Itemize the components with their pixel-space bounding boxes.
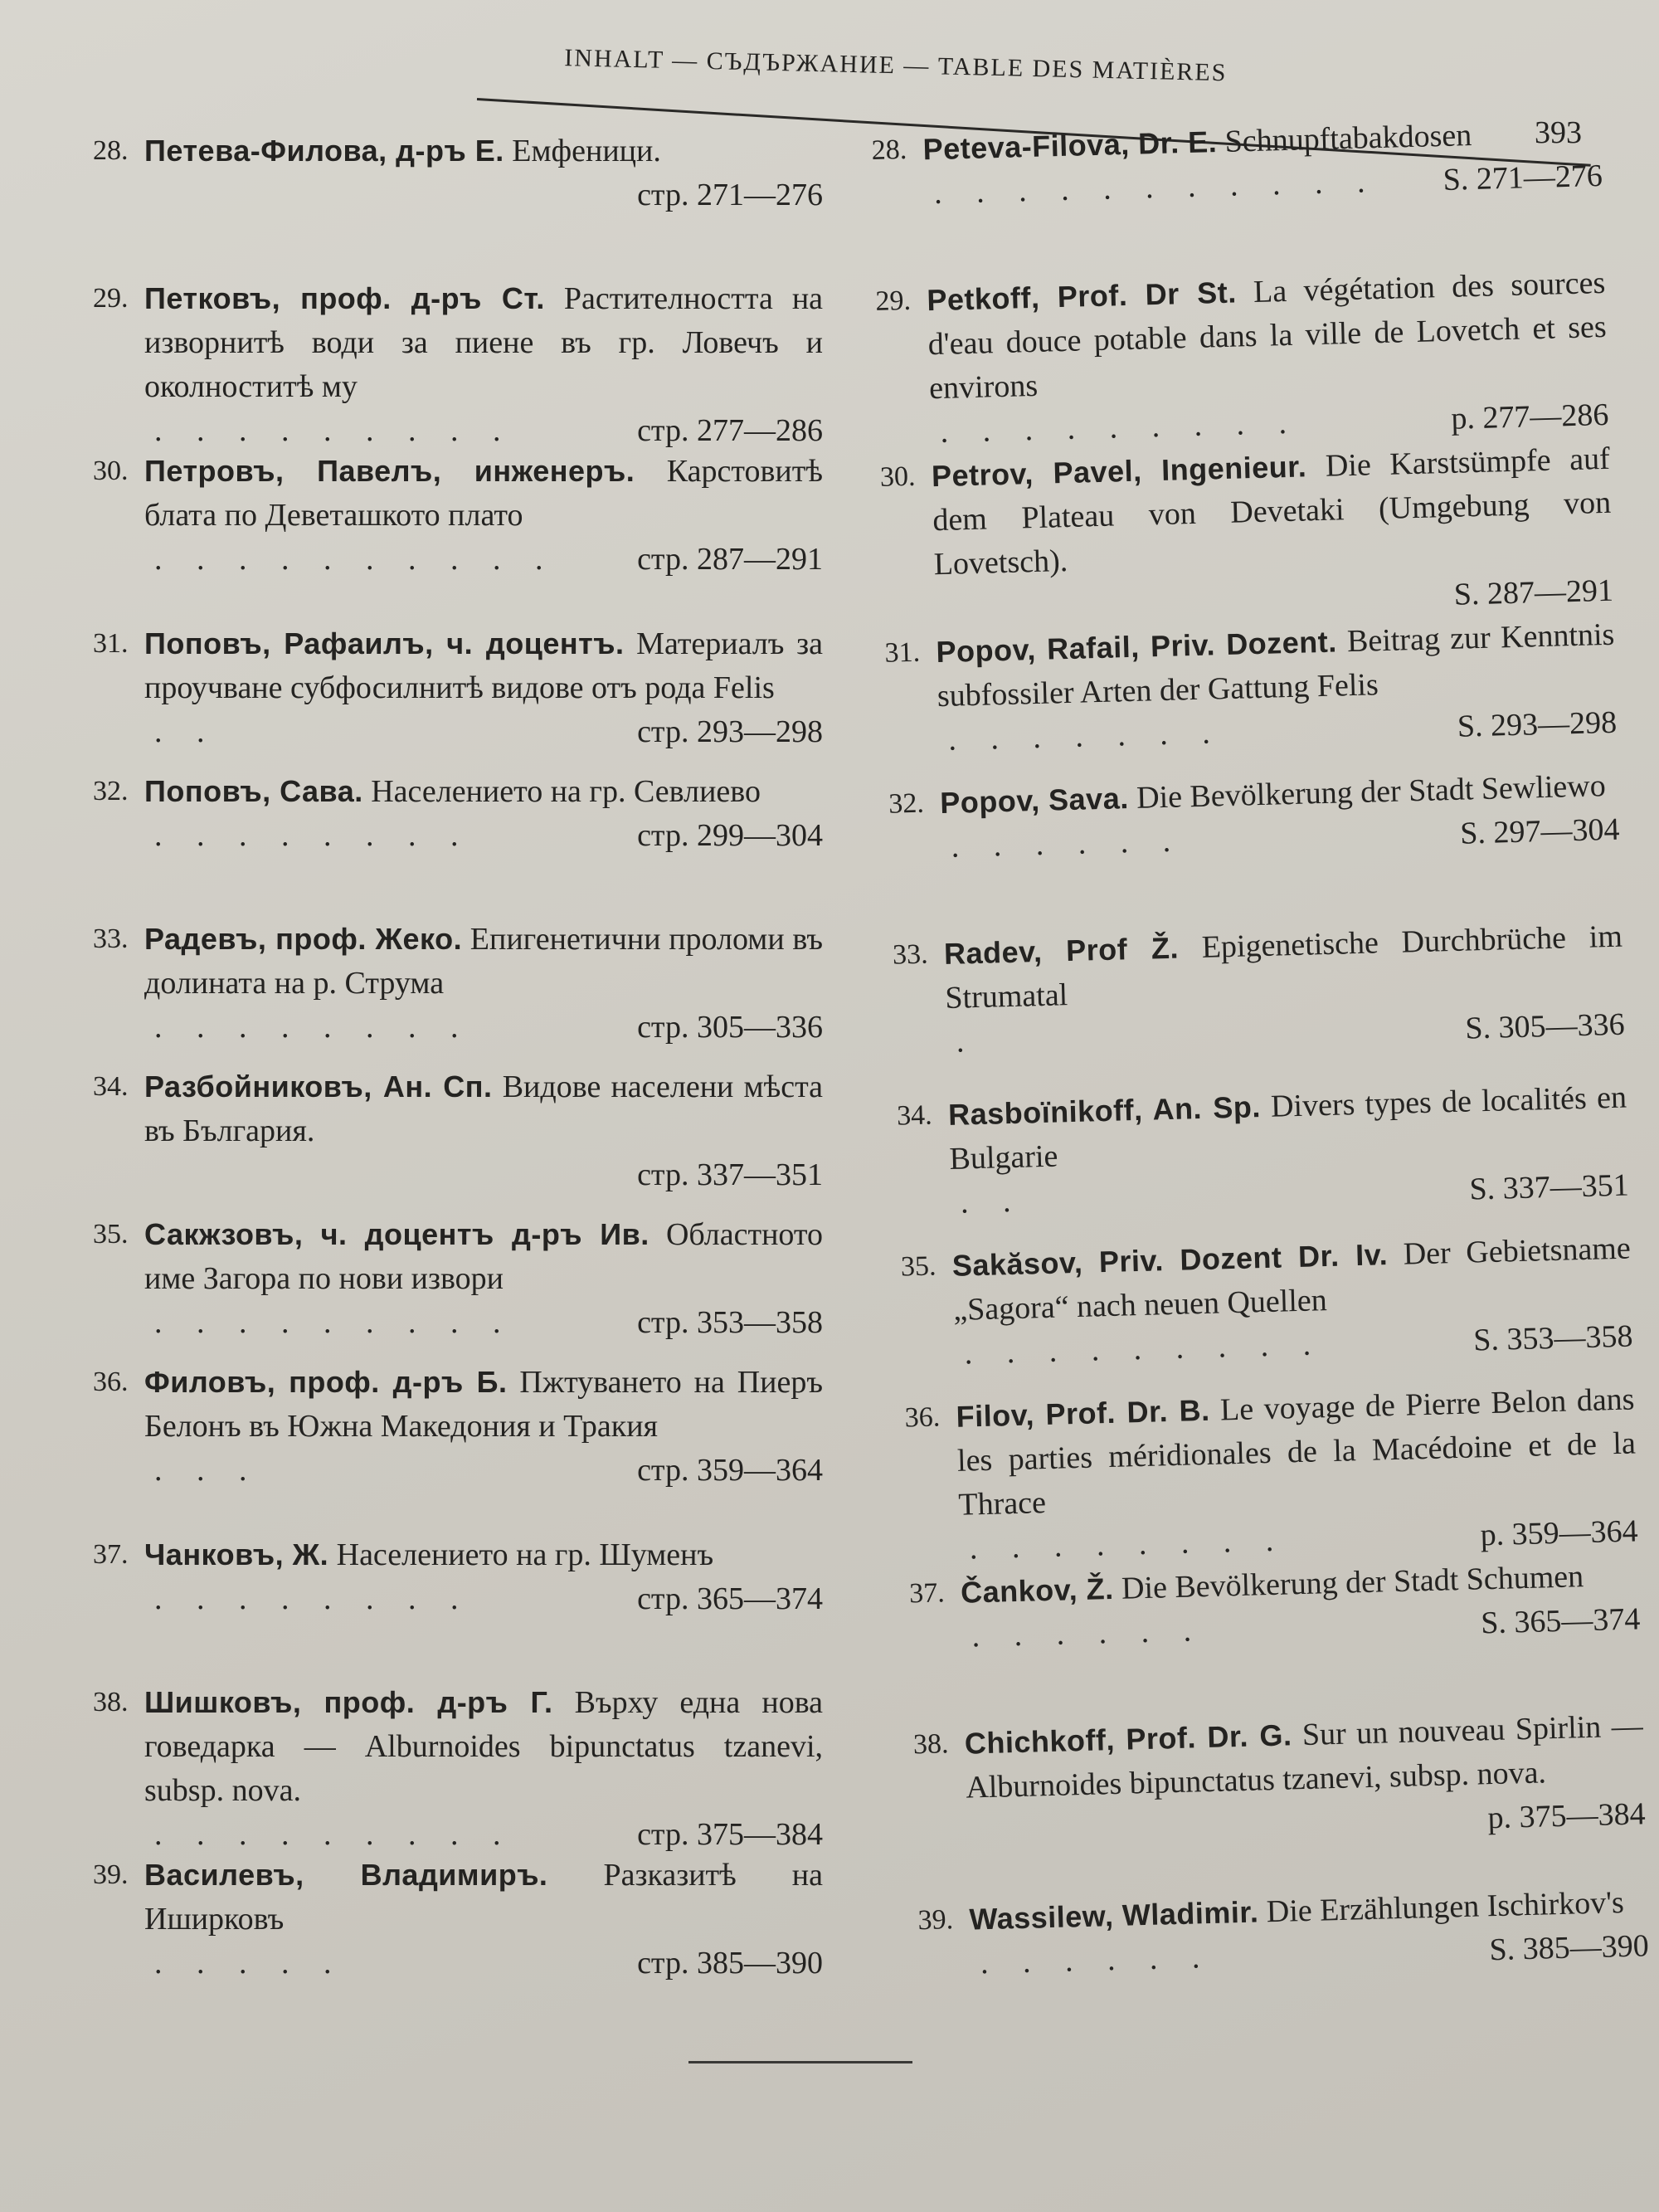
entry-pages-line — [144, 538, 823, 582]
leader-dots: . . . . . . . . . — [154, 413, 514, 448]
leader-dots: . . . . . . . . — [154, 1010, 472, 1045]
entry-pages-line — [144, 1577, 823, 1621]
entry-page-range: стр. 277—286 — [637, 413, 823, 448]
leader-dots: . . . . . . — [951, 823, 1185, 865]
entry-author: Филовъ, проф. д-ръ Б. — [144, 1365, 508, 1399]
leader-dots: . . . — [154, 1453, 260, 1488]
entry-number: 39. — [917, 1904, 954, 1937]
entry-text — [144, 276, 823, 409]
entry-title: La végétation des sources d'eau douce potable dans la ville de Lovetch et ses environs — [927, 265, 1608, 407]
entry-page-range: стр. 359—364 — [637, 1453, 823, 1488]
entry-page-range: стр. 293—298 — [637, 714, 823, 749]
leader-dots: . . . . . . . . — [154, 1581, 472, 1616]
toc-entry — [93, 1065, 823, 1212]
entry-text — [144, 129, 823, 173]
entry-title: Населението на гр. Севлиево — [371, 774, 761, 809]
leader-dots: . . . . . . . . . — [154, 1305, 514, 1340]
entry-text — [144, 917, 823, 1006]
leader-dots: . . . . . — [154, 1946, 345, 1981]
entry-page-range: S. 287—291 — [1453, 572, 1614, 612]
entry-text — [144, 1065, 823, 1153]
leader-dots: . . . . . . . . — [969, 1523, 1287, 1566]
toc-entry — [93, 129, 823, 276]
entry-page-range: S. 337—351 — [1469, 1167, 1630, 1207]
entry-pages-line — [144, 409, 823, 453]
entry-pages-line — [144, 1006, 823, 1050]
entry-number: 37. — [908, 1577, 946, 1610]
entry-page-range: стр. 385—390 — [637, 1946, 823, 1981]
entry-title: Разказитѣ на Иширковъ — [144, 1858, 823, 1937]
entry-text — [964, 1703, 1645, 1810]
entry-author: Петровъ, Павелъ, инженеръ. — [144, 454, 635, 488]
entry-author: Čankov, Ž. — [960, 1571, 1115, 1610]
entry-number: 28. — [871, 134, 907, 166]
toc-entry — [871, 110, 1604, 280]
entry-title: Карстовитѣ блата по Деветашкото плато — [144, 454, 823, 533]
entry-title: Le voyage de Pierre Belon dans les parties méridionales de la Macédoine et de la Thrace — [956, 1381, 1637, 1523]
entry-page-range: стр. 271—276 — [637, 178, 823, 212]
entry-title: Областното име Загора по нови извори — [144, 1217, 824, 1296]
entry-author: Radev, Prof Ž. — [943, 930, 1180, 972]
leader-dots: . . . . . . . . — [154, 818, 472, 853]
entry-author: Василевъ, Владимиръ. — [144, 1858, 548, 1892]
entry-pages-line — [144, 1301, 823, 1345]
entry-title: Sur un nouveau Spirlin — Alburnoides bipunctatus tzanevi, subsp. nova. — [965, 1708, 1644, 1805]
entry-number: 36. — [93, 1367, 129, 1397]
entry-title: Материалъ за проучване субфосилнитѣ видове отъ рода Felis — [144, 626, 824, 705]
leader-dots: . . . . . . . . . — [964, 1327, 1325, 1372]
entry-title: Schnupftabakdosen — [1224, 118, 1472, 159]
entry-author: Petrov, Pavel, Ingenieur. — [931, 449, 1307, 494]
entry-number: 30. — [93, 456, 129, 486]
leader-dots: . . . . . . — [971, 1613, 1205, 1654]
entry-text — [144, 1212, 823, 1301]
entry-text — [951, 1226, 1632, 1333]
toc-entry — [93, 1680, 823, 1853]
leader-dots: . . . . . . . — [947, 715, 1224, 758]
contents-column-bulgarian — [93, 129, 823, 2000]
entry-number: 32. — [93, 776, 129, 806]
entry-author: Rasboïnikoff, An. Sp. — [947, 1089, 1262, 1132]
entry-title: Растителността на изворнитѣ води за пиене въ гр. Ловечъ и околноститѣ му — [144, 281, 824, 404]
entry-page-range: S. 297—304 — [1459, 811, 1620, 851]
entry-title: Върху една нова говедарка — Alburnoides bipunctatus tzanevi, subsp. nova. — [144, 1685, 824, 1808]
end-rule — [688, 2061, 912, 2063]
entry-text — [144, 621, 823, 710]
toc-entry — [912, 1703, 1647, 1898]
entry-number: 31. — [884, 636, 921, 669]
entry-page-range: S. 293—298 — [1457, 704, 1618, 744]
entry-text — [947, 1075, 1628, 1182]
entry-title: Die Bevölkerung der Stadt Sewliewo — [1136, 768, 1607, 816]
entry-author: Чанковъ, Ж. — [144, 1537, 329, 1571]
entry-author: Разбойниковъ, Ан. Сп. — [144, 1069, 493, 1104]
entry-page-range: p. 375—384 — [1487, 1796, 1647, 1836]
toc-entry — [93, 621, 823, 769]
entry-author: Поповъ, Рафаилъ, ч. доцентъ. — [144, 626, 625, 660]
entry-title: Пжтуването на Пиеръ Белонъ въ Южна Македония и Тракия — [144, 1365, 824, 1444]
entry-pages-line — [144, 1813, 823, 1857]
entry-number: 35. — [93, 1219, 129, 1250]
entry-number: 33. — [93, 923, 129, 954]
entry-page-range: S. 365—374 — [1480, 1601, 1641, 1641]
entry-pages-line — [144, 1153, 823, 1197]
toc-entry — [900, 1226, 1633, 1396]
entry-number: 38. — [93, 1687, 129, 1717]
toc-entry — [93, 769, 823, 917]
entry-title: Epigenetische Durchbrüche im Strumatal — [944, 918, 1623, 1016]
entry-page-range: S. 353—358 — [1472, 1318, 1633, 1358]
entry-pages-line — [144, 1942, 823, 1985]
entry-pages-line — [144, 1449, 823, 1493]
entry-number: 37. — [93, 1539, 129, 1570]
entry-page-range: p. 359—364 — [1480, 1513, 1639, 1553]
entry-number: 34. — [93, 1071, 129, 1102]
entry-author: Filov, Prof. Dr. B. — [956, 1392, 1211, 1434]
entry-number: 28. — [93, 135, 129, 166]
entry-pages-line — [144, 710, 823, 754]
leader-dots: . . . . . . . . . — [940, 405, 1301, 450]
entry-page-range: стр. 287—291 — [637, 542, 823, 577]
leader-dots: . . . . . . . . . . . — [933, 164, 1379, 212]
entry-page-range: S. 385—390 — [1489, 1928, 1650, 1968]
entry-number: 29. — [93, 283, 129, 314]
leader-dots: . . — [960, 1183, 1024, 1220]
toc-entry — [904, 1376, 1638, 1571]
leader-dots: . . . . . . . . . . — [154, 542, 557, 577]
entry-author: Сакжзовъ, ч. доцентъ д-ръ Ив. — [144, 1217, 649, 1251]
entry-text — [144, 1680, 823, 1813]
entry-number: 30. — [879, 460, 916, 493]
entry-number: 32. — [888, 787, 925, 820]
page-number: 393 — [1535, 115, 1582, 150]
entry-author: Шишковъ, проф. д-ръ Г. — [144, 1685, 553, 1719]
entry-page-range: p. 277—286 — [1450, 397, 1609, 436]
entry-author: Петева-Филова, д-ръ Е. — [144, 134, 504, 168]
entry-text — [956, 1376, 1637, 1527]
entry-author: Петковъ, проф. д-ръ Ст. — [144, 281, 545, 315]
toc-entry — [93, 917, 823, 1065]
entry-title: Населението на гр. Шуменъ — [336, 1537, 714, 1572]
running-head: INHALT — СЪДЪРЖАНИЕ — TABLE DES MATIÈRES — [564, 44, 1228, 87]
entry-title: Die Erzählungen Ischirkov's — [1266, 1884, 1625, 1930]
entry-page-range: S. 305—336 — [1464, 1006, 1626, 1046]
entry-number: 33. — [892, 938, 929, 971]
entry-page-range: стр. 365—374 — [637, 1581, 823, 1616]
leader-dots: . — [956, 1024, 978, 1060]
entry-page-range: стр. 353—358 — [637, 1305, 823, 1340]
entry-text — [931, 436, 1613, 587]
toc-entry — [93, 449, 823, 597]
toc-entry — [892, 914, 1625, 1084]
entry-pages-line — [144, 814, 823, 858]
toc-entry — [93, 1360, 823, 1508]
entry-text — [936, 612, 1617, 719]
entry-number: 38. — [912, 1728, 949, 1761]
entry-author: Popov, Sava. — [939, 781, 1130, 821]
entry-title: Die Bevölkerung der Stadt Schumen — [1121, 1559, 1584, 1606]
entry-text — [144, 1360, 823, 1449]
toc-entry — [879, 436, 1613, 631]
entry-page-range: стр. 375—384 — [637, 1817, 823, 1852]
contents-column-western — [871, 110, 1651, 2049]
entry-author: Peteva-Filova, Dr. E. — [922, 124, 1218, 167]
toc-entry — [909, 1552, 1642, 1722]
entry-number: 35. — [900, 1250, 937, 1283]
entry-author: Petkoff, Prof. Dr St. — [926, 275, 1238, 318]
entry-text — [144, 449, 823, 538]
toc-entry — [93, 1853, 823, 2000]
toc-entry — [93, 1212, 823, 1360]
entry-page-range: стр. 305—336 — [637, 1010, 823, 1045]
entry-page-range: стр. 337—351 — [637, 1157, 823, 1192]
toc-entry — [875, 261, 1609, 456]
entry-title: Divers types de localités en Bulgarie — [948, 1079, 1627, 1177]
entry-author: Popov, Rafail, Priv. Dozent. — [935, 624, 1338, 670]
toc-entry — [93, 276, 823, 449]
entry-number: 36. — [904, 1401, 941, 1434]
entry-text — [927, 261, 1608, 411]
leader-dots: . . — [154, 714, 218, 749]
leader-dots: . . . . . . — [980, 1939, 1214, 1981]
entry-pages-line — [144, 173, 823, 217]
entry-text — [144, 1853, 823, 1942]
entry-title: Die Karstsümpfe auf dem Plateau von Devetaki (Umgebung von Lovetsch). — [932, 441, 1612, 582]
entry-title: Beitrag zur Kenntnis subfossiler Arten der Gattung Felis — [937, 616, 1615, 714]
entry-number: 39. — [93, 1859, 129, 1890]
toc-entry — [917, 1879, 1651, 2049]
entry-title: Видове населени мѣста въ България. — [144, 1069, 823, 1148]
entry-author: Wassilew, Wladimir. — [968, 1894, 1259, 1937]
entry-author: Sakăsov, Priv. Dozent Dr. Iv. — [951, 1237, 1389, 1283]
entry-page-range: S. 271—276 — [1443, 158, 1603, 197]
entry-text — [144, 1532, 823, 1577]
toc-entry — [884, 612, 1618, 782]
entry-author: Chichkoff, Prof. Dr. G. — [964, 1717, 1292, 1761]
entry-text — [943, 914, 1624, 1021]
toc-entry — [896, 1075, 1629, 1245]
entry-title: Емфеници. — [512, 134, 661, 168]
entry-author: Поповъ, Сава. — [144, 774, 363, 808]
toc-entry — [888, 763, 1622, 933]
leader-dots: . . . . . . . . . — [154, 1817, 514, 1852]
toc-entry — [93, 1532, 823, 1680]
entry-text — [144, 769, 823, 814]
entry-title: Der Gebietsname „Sagora“ nach neuen Quellen — [952, 1230, 1632, 1328]
entry-page-range: стр. 299—304 — [637, 818, 823, 853]
entry-number: 34. — [896, 1099, 933, 1132]
entry-title: Епигенетични проломи въ долината на р. Струма — [144, 922, 823, 1001]
entry-number: 29. — [874, 285, 912, 317]
entry-number: 31. — [93, 628, 129, 659]
entry-author: Радевъ, проф. Жеко. — [144, 922, 463, 956]
